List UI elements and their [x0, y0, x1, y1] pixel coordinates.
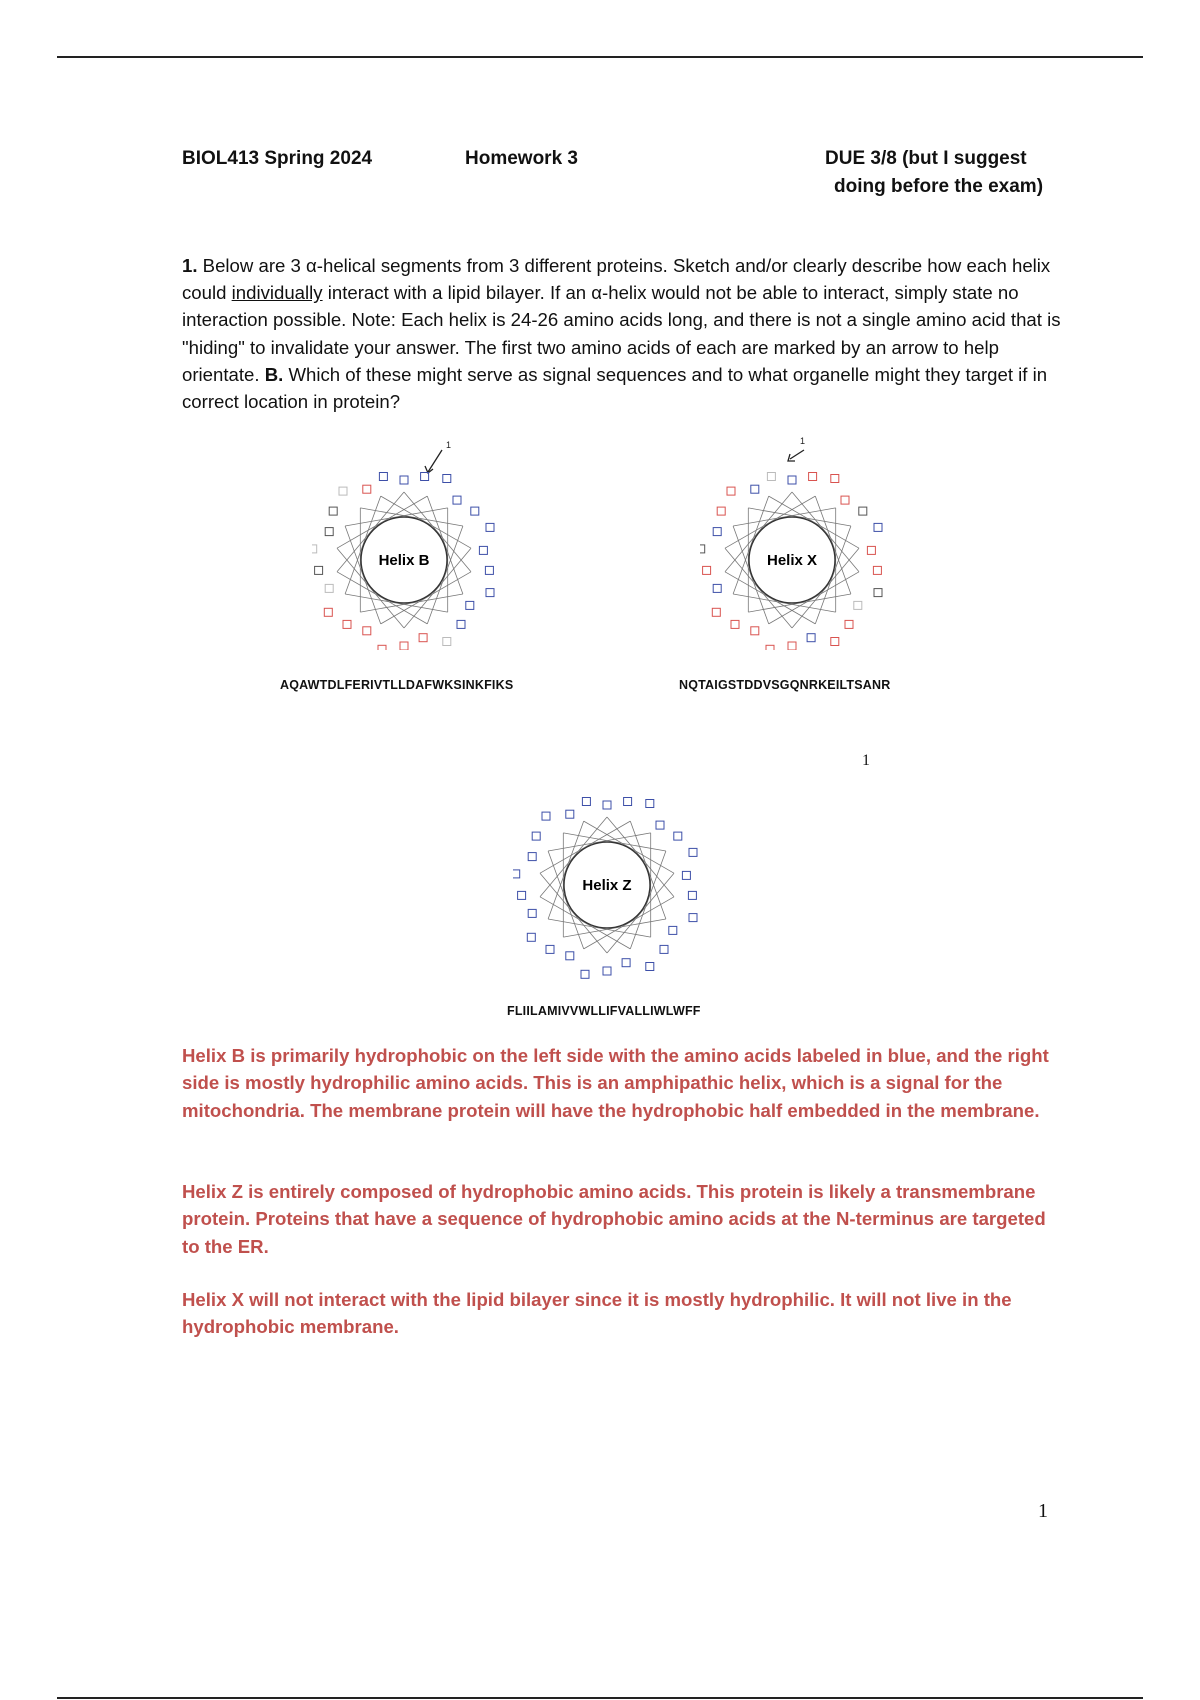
residue-marker [542, 812, 550, 820]
residue-marker [443, 475, 451, 483]
residue-marker [841, 496, 849, 504]
residue-marker [479, 546, 487, 554]
residue-marker [660, 945, 668, 953]
helix-z-sequence: FLIILAMIVVWLLIFVALLIWLWFF [507, 1004, 701, 1018]
residue-marker [845, 620, 853, 628]
residue-marker [622, 959, 630, 967]
helix-b-label: Helix B [378, 552, 430, 569]
residue-marker [788, 476, 796, 484]
question-text-part1: Below are 3 α-helical segments from 3 different proteins. Sketch and/or clearly describe how each helix could [182, 255, 1051, 304]
residue-marker [831, 475, 839, 483]
residue-marker [581, 970, 589, 978]
residue-marker [485, 566, 493, 574]
residue-marker [874, 589, 882, 597]
arrow-icon [425, 440, 451, 473]
residue-marker [669, 926, 677, 934]
residue-marker [767, 473, 775, 481]
residue-marker [788, 642, 796, 650]
helix-b-sequence: AQAWTDLFERIVTLLDAFWKSINKFIKS [280, 678, 514, 692]
residue-marker [466, 601, 474, 609]
question-1 [182, 252, 1062, 415]
residue-marker [443, 638, 451, 646]
residue-marker [603, 967, 611, 975]
residue-marker [329, 507, 337, 515]
residue-marker [646, 963, 654, 971]
residue-marker [766, 645, 774, 650]
residue-marker [325, 528, 333, 536]
residue-marker [731, 620, 739, 628]
due-date [825, 145, 1055, 201]
residue-marker [419, 634, 427, 642]
due-date-line2: doing before the exam) [834, 176, 1044, 197]
residue-marker [532, 832, 540, 840]
residue-marker [712, 608, 720, 616]
question-part-b-label: B. [264, 363, 284, 385]
residue-marker [809, 473, 817, 481]
residue-marker [751, 485, 759, 493]
residue-marker [518, 891, 526, 899]
residue-marker [717, 507, 725, 515]
due-date-line1: DUE 3/8 (but I suggest [825, 148, 1027, 169]
residue-marker [343, 620, 351, 628]
residue-marker [471, 507, 479, 515]
bottom-rule [57, 1697, 1143, 1699]
residue-marker [867, 546, 875, 554]
arrow-icon [788, 436, 805, 461]
residue-marker [486, 523, 494, 531]
residue-marker [688, 891, 696, 899]
residue-marker [421, 473, 429, 481]
question-text-part2: interact with a lipid bilayer. If an α-helix would not be able to interact, simply state no interaction possible. Note: Each helix is 24-26 amino acids long, and there is not a single amino acid that is "hiding" to invalidate your answer. The first two amino acids of each are marked by an arrow to help orientate. [182, 282, 1061, 385]
residue-marker [363, 485, 371, 493]
residue-marker [689, 848, 697, 856]
residue-marker [324, 608, 332, 616]
residue-marker [831, 638, 839, 646]
residue-marker [727, 487, 735, 495]
residue-marker [453, 496, 461, 504]
helix-x-diagram [700, 430, 900, 650]
assignment-title: Homework 3 [465, 148, 578, 169]
stray-mark: 1 [862, 752, 870, 769]
residue-marker [546, 945, 554, 953]
residue-marker [457, 620, 465, 628]
residue-marker [378, 645, 386, 650]
residue-marker [807, 634, 815, 642]
residue-marker [703, 566, 711, 574]
residue-marker [700, 545, 705, 553]
residue-marker [486, 589, 494, 597]
residue-marker [873, 566, 881, 574]
residue-marker [713, 528, 721, 536]
residue-marker [325, 584, 333, 592]
residue-marker [682, 871, 690, 879]
top-rule [57, 56, 1143, 58]
residue-marker [379, 473, 387, 481]
residue-marker [713, 584, 721, 592]
helix-z-diagram [513, 775, 713, 995]
residue-marker [527, 933, 535, 941]
residue-marker [566, 952, 574, 960]
page-number: 1 [1038, 1500, 1048, 1522]
residue-marker [854, 601, 862, 609]
residue-marker [624, 798, 632, 806]
helix-x-wheel [700, 430, 900, 650]
residue-marker [339, 487, 347, 495]
helix-z-wheel [513, 775, 713, 995]
answer-helix-b: Helix B is primarily hydrophobic on the left side with the amino acids labeled in blue, and the right side is mostly hydrophilic amino acids. This is an amphipathic helix, which is a signal for the mitochondria. The membrane protein will have the hydrophobic half embedded in the membrane. [182, 1045, 1049, 1121]
residue-marker [646, 800, 654, 808]
helix-b-arrow-mark: 1 [446, 440, 452, 450]
course-title: BIOL413 Spring 2024 [182, 148, 373, 169]
question-text-part3: Which of these might serve as signal sequences and to what organelle might they target if in correct location in protein? [182, 363, 1048, 413]
helix-b-diagram [312, 430, 512, 650]
residue-marker [859, 507, 867, 515]
residue-marker [513, 870, 520, 878]
answer-helix-x: Helix X will not interact with the lipid bilayer since it is mostly hydrophilic. It will not live in the hydrophobic membrane. [182, 1289, 1012, 1338]
residue-marker [315, 566, 323, 574]
residue-marker [400, 476, 408, 484]
helix-b-wheel [312, 430, 512, 650]
residue-marker [400, 642, 408, 650]
helix-z-label: Helix Z [582, 877, 632, 894]
residue-marker [874, 523, 882, 531]
residue-marker [312, 545, 317, 553]
residue-marker [656, 821, 664, 829]
residue-marker [674, 832, 682, 840]
residue-marker [751, 627, 759, 635]
question-underlined-word: individually [231, 282, 323, 304]
answer-helix-z: Helix Z is entirely composed of hydrophobic amino acids. This protein is likely a transmembrane protein. Proteins that have a sequence of hydrophobic amino acids at the N-terminus are targeted to the ER. [182, 1181, 1046, 1257]
residue-marker [582, 798, 590, 806]
residue-marker [363, 627, 371, 635]
helix-x-label: Helix X [766, 552, 818, 569]
question-number: 1. [182, 255, 198, 276]
residue-marker [566, 810, 574, 818]
residue-marker [528, 909, 536, 917]
residue-marker [689, 914, 697, 922]
residue-marker [603, 801, 611, 809]
helix-x-sequence: NQTAIGSTDDVSGQNRKEILTSANR [679, 678, 891, 692]
residue-marker [528, 853, 536, 861]
helix-x-arrow-mark: 1 [800, 436, 806, 446]
